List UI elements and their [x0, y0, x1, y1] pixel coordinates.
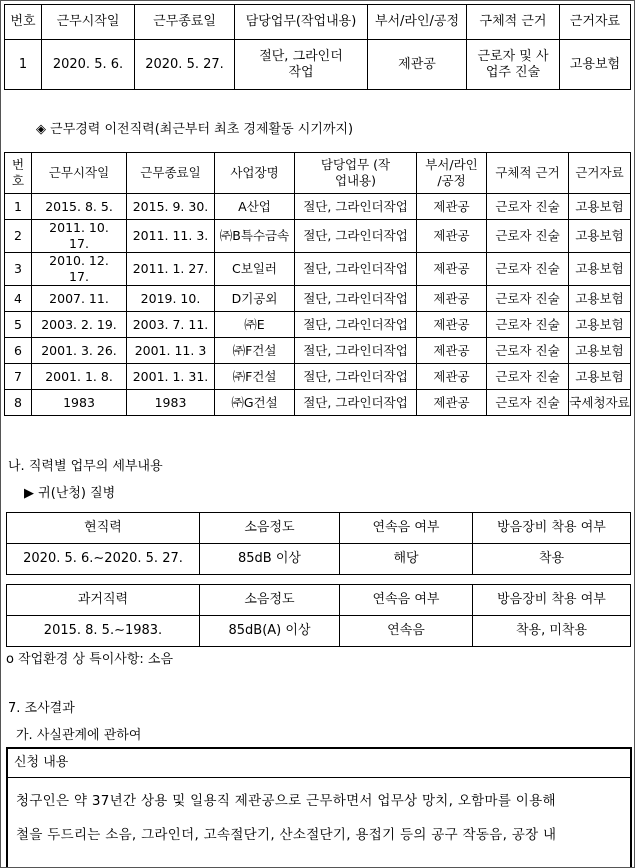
- cell: D기공외: [215, 286, 295, 312]
- cell: 제관공: [417, 194, 487, 220]
- header-cell: 과거직력: [7, 585, 200, 616]
- cell: 2020. 5. 6.: [42, 40, 135, 90]
- table-row: [7, 544, 631, 575]
- cell: 국세청자료: [569, 390, 631, 416]
- cell: 고용보험: [569, 220, 631, 253]
- cell: 고용보험: [569, 253, 631, 286]
- cell: ㈜F건설: [215, 338, 295, 364]
- header-cell: 근무시작일: [42, 5, 135, 40]
- cell: 근로자 진술: [487, 390, 569, 416]
- cell: 제관공: [417, 338, 487, 364]
- header-cell: 소음정도: [200, 513, 340, 544]
- table-row: [5, 40, 631, 90]
- prior-jobs-heading: ◈ 근무경력 이전직력(최근부터 최초 경제활동 시기까지): [36, 122, 354, 137]
- cell: 제관공: [417, 220, 487, 253]
- cell: 1: [5, 40, 42, 90]
- cell: 근로자 진술: [487, 220, 569, 253]
- cell: 3: [5, 253, 32, 286]
- table-row: [5, 312, 631, 338]
- cell: 고용보험: [569, 338, 631, 364]
- header-cell: 근거자료: [560, 5, 631, 40]
- cell: 2015. 8. 5.∼1983.: [7, 616, 200, 647]
- cell: 고용보험: [569, 194, 631, 220]
- cell: 1983: [127, 390, 215, 416]
- cell: 85dB(A) 이상: [200, 616, 340, 647]
- cell: 2003. 7. 11.: [127, 312, 215, 338]
- cell: 제관공: [417, 286, 487, 312]
- cell: 2020. 5. 6.∼2020. 5. 27.: [7, 544, 200, 575]
- cell: 근로자 및 사업주 진술: [467, 40, 560, 90]
- cell: 고용보험: [569, 312, 631, 338]
- cell: 절단, 그라인더 작업: [235, 40, 368, 90]
- table-row: [7, 616, 631, 647]
- cell: A산업: [215, 194, 295, 220]
- cell: ㈜B특수금속: [215, 220, 295, 253]
- header-cell: 부서/라인/공정: [368, 5, 467, 40]
- cell: 해당: [340, 544, 473, 575]
- cell: 절단, 그라인더작업: [295, 220, 417, 253]
- cell: 제관공: [417, 253, 487, 286]
- cell: 근로자 진술: [487, 312, 569, 338]
- table-header-row: [7, 513, 631, 544]
- cell: 착용, 미착용: [473, 616, 631, 647]
- cell: 근로자 진술: [487, 286, 569, 312]
- cell: 2001. 3. 26.: [32, 338, 127, 364]
- header-cell: 번호: [5, 153, 32, 194]
- cell: 제관공: [417, 364, 487, 390]
- cell: 2011. 1. 27.: [127, 253, 215, 286]
- section-7-heading: 7. 조사결과: [8, 701, 75, 716]
- cell: 절단, 그라인더작업: [295, 253, 417, 286]
- cell: 6: [5, 338, 32, 364]
- current-job-header-row: [5, 5, 631, 40]
- cell: 고용보험: [569, 364, 631, 390]
- claim-line: 철을 두드리는 소음, 그라인더, 고속절단기, 산소절단기, 용접기 등의 공구 작동음, 공장 내: [16, 827, 557, 843]
- prior-jobs-table: [4, 152, 631, 416]
- claim-line: 청구인은 약 37년간 상용 및 일용직 제관공으로 근무하면서 업무상 망치, 오함마를 이용해: [16, 793, 556, 809]
- cell: 절단, 그라인더작업: [295, 338, 417, 364]
- table-row: [5, 338, 631, 364]
- cell: 근로자 진술: [487, 364, 569, 390]
- claim-box: [6, 747, 632, 867]
- header-cell: 연속음 여부: [340, 585, 473, 616]
- cell: 1: [5, 194, 32, 220]
- cell: 절단, 그라인더작업: [295, 390, 417, 416]
- current-job-table: [4, 4, 631, 90]
- cell: C보일러: [215, 253, 295, 286]
- header-cell: 근무시작일: [32, 153, 127, 194]
- header-cell: 방음장비 착용 여부: [473, 513, 631, 544]
- table-row: [5, 194, 631, 220]
- header-cell: 번호: [5, 5, 42, 40]
- cell: 2015. 9. 30.: [127, 194, 215, 220]
- cell: 근로자 진술: [487, 194, 569, 220]
- detail-heading: 나. 직력별 업무의 세부내용: [8, 459, 163, 474]
- cell: 근로자 진술: [487, 253, 569, 286]
- cell: 5: [5, 312, 32, 338]
- cell: 2001. 1. 31.: [127, 364, 215, 390]
- cell: 절단, 그라인더작업: [295, 364, 417, 390]
- claim-title: 신청 내용: [8, 749, 630, 778]
- cell: 7: [5, 364, 32, 390]
- cell: 절단, 그라인더작업: [295, 194, 417, 220]
- cell: 2011. 11. 3.: [127, 220, 215, 253]
- section-7a-heading: 가. 사실관계에 관하여: [16, 728, 142, 743]
- header-cell: 사업장명: [215, 153, 295, 194]
- cell: 제관공: [368, 40, 467, 90]
- header-cell: 담당업무(작업내용): [235, 5, 368, 40]
- header-cell: 현직력: [7, 513, 200, 544]
- cell: 고용보험: [569, 286, 631, 312]
- table-header-row: [7, 585, 631, 616]
- cell: 2011. 10. 17.: [32, 220, 127, 253]
- cell: 2003. 2. 19.: [32, 312, 127, 338]
- cell: 2001. 11. 3: [127, 338, 215, 364]
- cell: 8: [5, 390, 32, 416]
- cell: ㈜F건설: [215, 364, 295, 390]
- header-cell: 구체적 근거: [467, 5, 560, 40]
- table-row: [5, 390, 631, 416]
- cell: ㈜G건설: [215, 390, 295, 416]
- cell: 근로자 진술: [487, 338, 569, 364]
- cell: 제관공: [417, 312, 487, 338]
- cell: 2010. 12. 17.: [32, 253, 127, 286]
- table-row: [5, 286, 631, 312]
- cell: 착용: [473, 544, 631, 575]
- cell: ㈜E: [215, 312, 295, 338]
- header-cell: 소음정도: [200, 585, 340, 616]
- header-cell: 근무종료일: [135, 5, 235, 40]
- cell: 절단, 그라인더작업: [295, 312, 417, 338]
- cell: 1983: [32, 390, 127, 416]
- cell: 제관공: [417, 390, 487, 416]
- special-note: o 작업환경 상 특이사항: 소음: [6, 652, 174, 667]
- table-row: [5, 220, 631, 253]
- cell: 4: [5, 286, 32, 312]
- cell: 연속음: [340, 616, 473, 647]
- header-cell: 방음장비 착용 여부: [473, 585, 631, 616]
- header-cell: 담당업무 (작업내용): [295, 153, 417, 194]
- cell: 2015. 8. 5.: [32, 194, 127, 220]
- cell: 85dB 이상: [200, 544, 340, 575]
- cell: 2: [5, 220, 32, 253]
- cell: 2007. 11.: [32, 286, 127, 312]
- past-noise-table: [6, 584, 631, 647]
- current-noise-table: [6, 512, 631, 575]
- header-cell: 구체적 근거: [487, 153, 569, 194]
- prior-jobs-header-row: [5, 153, 631, 194]
- cell: 2019. 10.: [127, 286, 215, 312]
- header-cell: 근무종료일: [127, 153, 215, 194]
- claim-body: [8, 778, 630, 852]
- table-row: [5, 364, 631, 390]
- cell: 고용보험: [560, 40, 631, 90]
- header-cell: 근거자료: [569, 153, 631, 194]
- cell: 2001. 1. 8.: [32, 364, 127, 390]
- header-cell: 부서/라인 /공정: [417, 153, 487, 194]
- table-row: [5, 253, 631, 286]
- cell: 절단, 그라인더작업: [295, 286, 417, 312]
- cell: 2020. 5. 27.: [135, 40, 235, 90]
- disease-heading: ▶ 귀(난청) 질병: [24, 486, 116, 501]
- header-cell: 연속음 여부: [340, 513, 473, 544]
